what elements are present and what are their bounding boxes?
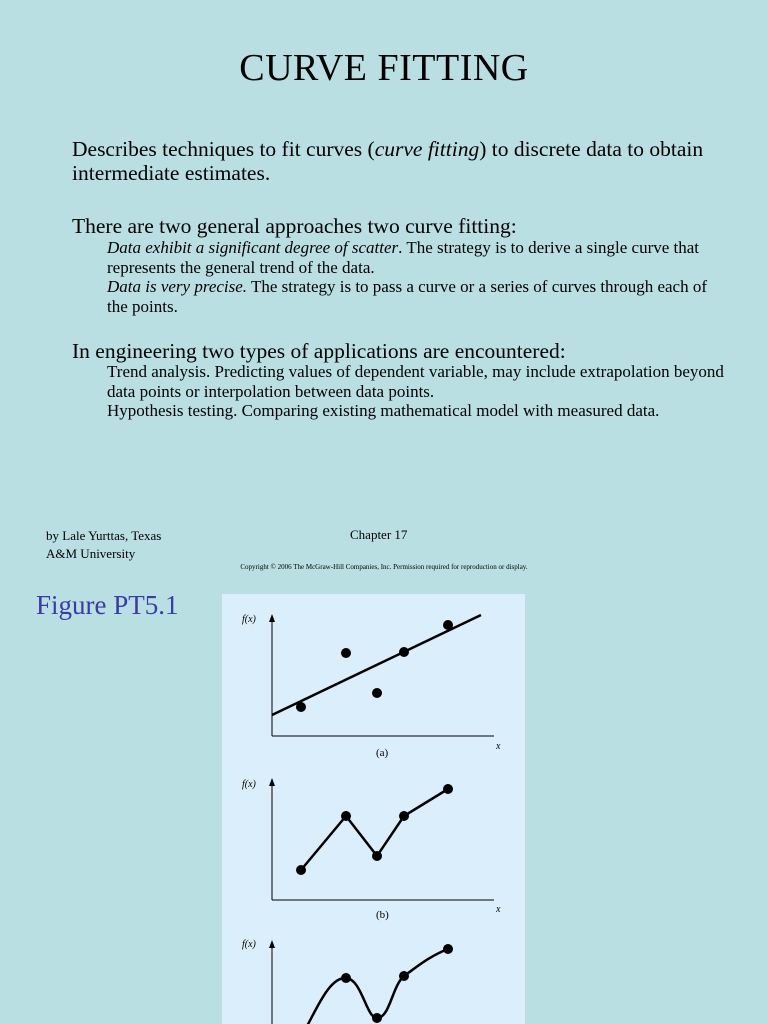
figure-title: Figure PT5.1 [36,590,179,620]
applications-heading: In engineering two types of applications are encountered: [72,339,566,363]
graph-b-point [341,811,351,821]
applications-list [107,362,727,421]
graph-a-point [399,647,409,657]
graph-c-y-arrow-icon [269,940,275,948]
figure-panel [222,594,525,1024]
graph-b-x-label: x [496,904,501,915]
graph-a-x-label: x [496,741,501,752]
graph-a-point [372,688,382,698]
graph-b-point [399,811,409,821]
graph-a-fit-line [272,615,481,715]
graph-a-point [296,702,306,712]
figure-graphs [222,594,525,1024]
graph-a-caption: (a) [376,747,389,759]
approach-precise: Data is very precise. The strategy is to pass a curve or a series of curves through each of the points. [107,277,708,316]
graph-c-point [372,1013,382,1023]
graph-a [242,614,501,759]
graph-b-point [443,784,453,794]
graph-b-point [296,865,306,875]
graph-c-point [341,973,351,983]
approach-scatter: Data exhibit a significant degree of scatter. The strategy is to derive a single curve that represents the general trend of the data. [107,238,700,277]
graph-b-y-arrow-icon [269,778,275,786]
copyright-notice: Copyright © 2006 The McGraw-Hill Companies, Inc. Permission required for reproduction or display. [240,563,528,571]
graph-b-point [372,851,382,861]
slide-title: CURVE FITTING [239,47,529,89]
approaches-list [107,238,727,316]
graph-c-point [399,971,409,981]
graph-c-curve [306,949,448,1024]
graph-c [242,939,453,1024]
graph-b-y-label: f(x) [242,779,256,790]
graph-a-point [443,620,453,630]
application-hypothesis-testing: Hypothesis testing. Comparing existing mathematical model with measured data. [107,401,660,420]
graph-c-y-label: f(x) [242,939,256,950]
graph-a-y-label: f(x) [242,614,256,625]
graph-b-caption: (b) [376,909,389,921]
application-trend-analysis: Trend analysis. Predicting values of dependent variable, may include extrapolation beyond data points or interpolation between data points. [107,362,724,401]
curve-fitting-term: curve fitting [374,137,480,161]
chapter-label: Chapter 17 [350,527,408,542]
graph-a-y-arrow-icon [269,614,275,622]
author-credit: by Lale Yurttas, Texas A&M University [46,528,162,561]
graph-c-point [443,944,453,954]
intro-paragraph: Describes techniques to fit curves (curve fitting) to discrete data to obtain intermediate estimates. [72,137,704,185]
graph-b [242,778,501,921]
graph-a-point [341,648,351,658]
approaches-heading: There are two general approaches two curve fitting: [72,214,517,238]
